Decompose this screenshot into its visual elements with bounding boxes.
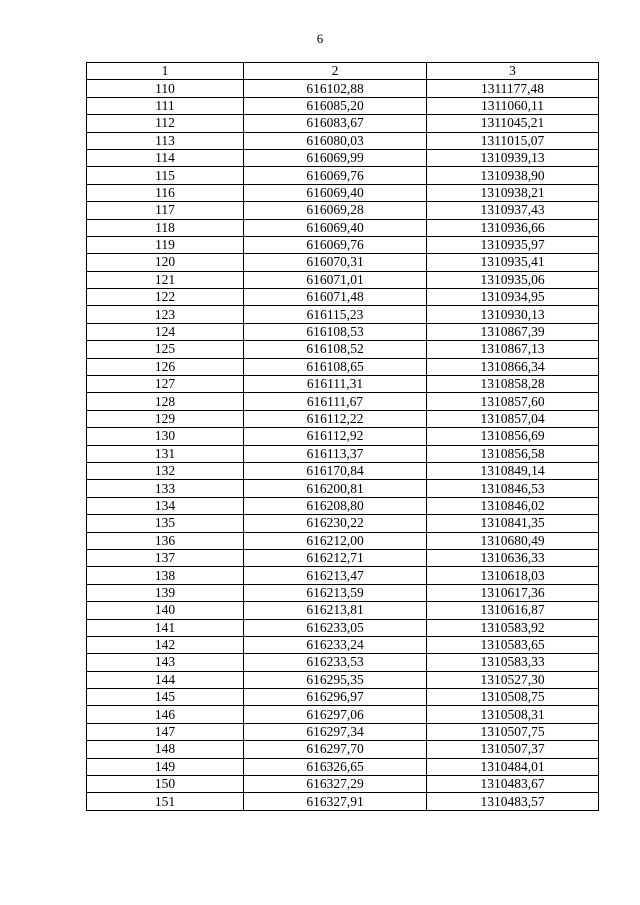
y-coordinate-cell: 1310935,97 — [427, 236, 599, 253]
x-coordinate-cell: 616085,20 — [244, 97, 427, 114]
y-coordinate-cell: 1311015,07 — [427, 132, 599, 149]
coordinates-table — [86, 62, 599, 811]
point-number-cell: 140 — [87, 602, 244, 619]
y-coordinate-cell: 1310935,41 — [427, 254, 599, 271]
x-coordinate-cell: 616113,37 — [244, 445, 427, 462]
y-coordinate-cell: 1310483,67 — [427, 776, 599, 793]
point-number-cell: 146 — [87, 706, 244, 723]
x-coordinate-cell: 616327,91 — [244, 793, 427, 810]
x-coordinate-cell: 616069,40 — [244, 184, 427, 201]
table-row — [87, 515, 599, 532]
table-row — [87, 741, 599, 758]
x-coordinate-cell: 616112,92 — [244, 428, 427, 445]
y-coordinate-cell: 1310935,06 — [427, 271, 599, 288]
table-row — [87, 776, 599, 793]
table-row — [87, 567, 599, 584]
table-row — [87, 636, 599, 653]
point-number-cell: 144 — [87, 671, 244, 688]
point-number-cell: 148 — [87, 741, 244, 758]
x-coordinate-cell: 616071,48 — [244, 289, 427, 306]
point-number-cell: 135 — [87, 515, 244, 532]
x-coordinate-cell: 616170,84 — [244, 462, 427, 479]
x-coordinate-cell: 616327,29 — [244, 776, 427, 793]
x-coordinate-cell: 616108,52 — [244, 341, 427, 358]
table-row — [87, 219, 599, 236]
y-coordinate-cell: 1311177,48 — [427, 80, 599, 97]
x-coordinate-cell: 616297,06 — [244, 706, 427, 723]
x-coordinate-cell: 616102,88 — [244, 80, 427, 97]
point-number-cell: 127 — [87, 376, 244, 393]
table-row — [87, 445, 599, 462]
table-row — [87, 497, 599, 514]
y-coordinate-cell: 1310856,69 — [427, 428, 599, 445]
y-coordinate-cell: 1310616,87 — [427, 602, 599, 619]
column-header-2: 2 — [244, 63, 427, 80]
x-coordinate-cell: 616111,31 — [244, 376, 427, 393]
y-coordinate-cell: 1310527,30 — [427, 671, 599, 688]
x-coordinate-cell: 616295,35 — [244, 671, 427, 688]
table-row — [87, 167, 599, 184]
table-row — [87, 549, 599, 566]
x-coordinate-cell: 616069,99 — [244, 149, 427, 166]
table-row — [87, 410, 599, 427]
x-coordinate-cell: 616069,76 — [244, 167, 427, 184]
point-number-cell: 147 — [87, 723, 244, 740]
point-number-cell: 142 — [87, 636, 244, 653]
table-row — [87, 202, 599, 219]
y-coordinate-cell: 1310507,75 — [427, 723, 599, 740]
y-coordinate-cell: 1310939,13 — [427, 149, 599, 166]
x-coordinate-cell: 616071,01 — [244, 271, 427, 288]
table-row — [87, 341, 599, 358]
table-row — [87, 184, 599, 201]
point-number-cell: 132 — [87, 462, 244, 479]
point-number-cell: 113 — [87, 132, 244, 149]
x-coordinate-cell: 616212,71 — [244, 549, 427, 566]
x-coordinate-cell: 616080,03 — [244, 132, 427, 149]
y-coordinate-cell: 1310936,66 — [427, 219, 599, 236]
x-coordinate-cell: 616111,67 — [244, 393, 427, 410]
x-coordinate-cell: 616233,24 — [244, 636, 427, 653]
y-coordinate-cell: 1310849,14 — [427, 462, 599, 479]
y-coordinate-cell: 1310636,33 — [427, 549, 599, 566]
y-coordinate-cell: 1310846,02 — [427, 497, 599, 514]
table-row — [87, 602, 599, 619]
y-coordinate-cell: 1310930,13 — [427, 306, 599, 323]
y-coordinate-cell: 1310484,01 — [427, 758, 599, 775]
table-row — [87, 271, 599, 288]
x-coordinate-cell: 616213,81 — [244, 602, 427, 619]
x-coordinate-cell: 616208,80 — [244, 497, 427, 514]
y-coordinate-cell: 1310507,37 — [427, 741, 599, 758]
y-coordinate-cell: 1311045,21 — [427, 115, 599, 132]
point-number-cell: 141 — [87, 619, 244, 636]
y-coordinate-cell: 1310858,28 — [427, 376, 599, 393]
column-header-1: 1 — [87, 63, 244, 80]
point-number-cell: 133 — [87, 480, 244, 497]
x-coordinate-cell: 616069,40 — [244, 219, 427, 236]
table-row — [87, 132, 599, 149]
point-number-cell: 125 — [87, 341, 244, 358]
table-row — [87, 376, 599, 393]
point-number-cell: 130 — [87, 428, 244, 445]
table-row — [87, 236, 599, 253]
y-coordinate-cell: 1310866,34 — [427, 358, 599, 375]
table-row — [87, 532, 599, 549]
point-number-cell: 136 — [87, 532, 244, 549]
table-row — [87, 480, 599, 497]
table-row — [87, 619, 599, 636]
table-row — [87, 758, 599, 775]
table-row — [87, 793, 599, 810]
table-row — [87, 723, 599, 740]
x-coordinate-cell: 616297,70 — [244, 741, 427, 758]
point-number-cell: 124 — [87, 323, 244, 340]
y-coordinate-cell: 1310846,53 — [427, 480, 599, 497]
y-coordinate-cell: 1310583,92 — [427, 619, 599, 636]
point-number-cell: 151 — [87, 793, 244, 810]
table-row — [87, 358, 599, 375]
table-row — [87, 671, 599, 688]
x-coordinate-cell: 616069,76 — [244, 236, 427, 253]
y-coordinate-cell: 1310857,04 — [427, 410, 599, 427]
point-number-cell: 111 — [87, 97, 244, 114]
table-row — [87, 97, 599, 114]
point-number-cell: 129 — [87, 410, 244, 427]
table-row — [87, 254, 599, 271]
y-coordinate-cell: 1310508,31 — [427, 706, 599, 723]
y-coordinate-cell: 1311060,11 — [427, 97, 599, 114]
x-coordinate-cell: 616326,65 — [244, 758, 427, 775]
x-coordinate-cell: 616108,53 — [244, 323, 427, 340]
table-row — [87, 115, 599, 132]
x-coordinate-cell: 616233,53 — [244, 654, 427, 671]
point-number-cell: 123 — [87, 306, 244, 323]
y-coordinate-cell: 1310938,21 — [427, 184, 599, 201]
x-coordinate-cell: 616112,22 — [244, 410, 427, 427]
table-row — [87, 306, 599, 323]
x-coordinate-cell: 616213,59 — [244, 584, 427, 601]
table-row — [87, 706, 599, 723]
point-number-cell: 110 — [87, 80, 244, 97]
point-number-cell: 137 — [87, 549, 244, 566]
point-number-cell: 149 — [87, 758, 244, 775]
x-coordinate-cell: 616212,00 — [244, 532, 427, 549]
y-coordinate-cell: 1310867,39 — [427, 323, 599, 340]
table-row — [87, 462, 599, 479]
point-number-cell: 120 — [87, 254, 244, 271]
point-number-cell: 128 — [87, 393, 244, 410]
table-row — [87, 689, 599, 706]
point-number-cell: 116 — [87, 184, 244, 201]
table-row — [87, 393, 599, 410]
point-number-cell: 121 — [87, 271, 244, 288]
point-number-cell: 150 — [87, 776, 244, 793]
table-row — [87, 323, 599, 340]
y-coordinate-cell: 1310617,36 — [427, 584, 599, 601]
table-row — [87, 584, 599, 601]
y-coordinate-cell: 1310483,57 — [427, 793, 599, 810]
point-number-cell: 143 — [87, 654, 244, 671]
point-number-cell: 139 — [87, 584, 244, 601]
x-coordinate-cell: 616233,05 — [244, 619, 427, 636]
page-number: 6 — [316, 31, 324, 46]
point-number-cell: 122 — [87, 289, 244, 306]
y-coordinate-cell: 1310508,75 — [427, 689, 599, 706]
y-coordinate-cell: 1310937,43 — [427, 202, 599, 219]
point-number-cell: 114 — [87, 149, 244, 166]
x-coordinate-cell: 616200,81 — [244, 480, 427, 497]
table-body — [87, 80, 599, 810]
point-number-cell: 112 — [87, 115, 244, 132]
y-coordinate-cell: 1310583,33 — [427, 654, 599, 671]
x-coordinate-cell: 616069,28 — [244, 202, 427, 219]
table-row — [87, 289, 599, 306]
point-number-cell: 119 — [87, 236, 244, 253]
point-number-cell: 126 — [87, 358, 244, 375]
x-coordinate-cell: 616083,67 — [244, 115, 427, 132]
point-number-cell: 134 — [87, 497, 244, 514]
y-coordinate-cell: 1310841,35 — [427, 515, 599, 532]
point-number-cell: 118 — [87, 219, 244, 236]
y-coordinate-cell: 1310680,49 — [427, 532, 599, 549]
x-coordinate-cell: 616070,31 — [244, 254, 427, 271]
y-coordinate-cell: 1310856,58 — [427, 445, 599, 462]
y-coordinate-cell: 1310867,13 — [427, 341, 599, 358]
point-number-cell: 138 — [87, 567, 244, 584]
y-coordinate-cell: 1310618,03 — [427, 567, 599, 584]
point-number-cell: 131 — [87, 445, 244, 462]
x-coordinate-cell: 616297,34 — [244, 723, 427, 740]
x-coordinate-cell: 616213,47 — [244, 567, 427, 584]
x-coordinate-cell: 616115,23 — [244, 306, 427, 323]
point-number-cell: 115 — [87, 167, 244, 184]
x-coordinate-cell: 616296,97 — [244, 689, 427, 706]
x-coordinate-cell: 616230,22 — [244, 515, 427, 532]
point-number-cell: 145 — [87, 689, 244, 706]
table-row — [87, 80, 599, 97]
y-coordinate-cell: 1310938,90 — [427, 167, 599, 184]
y-coordinate-cell: 1310857,60 — [427, 393, 599, 410]
table-row — [87, 654, 599, 671]
point-number-cell: 117 — [87, 202, 244, 219]
x-coordinate-cell: 616108,65 — [244, 358, 427, 375]
table-header-row — [87, 63, 599, 80]
table-row — [87, 149, 599, 166]
y-coordinate-cell: 1310934,95 — [427, 289, 599, 306]
y-coordinate-cell: 1310583,65 — [427, 636, 599, 653]
column-header-3: 3 — [427, 63, 599, 80]
table-row — [87, 428, 599, 445]
